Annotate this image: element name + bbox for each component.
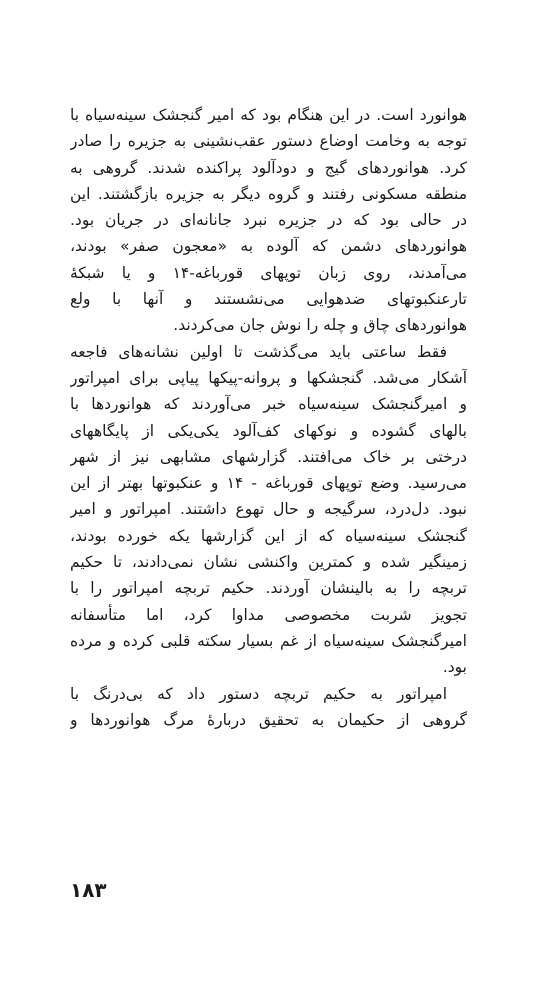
text-line: هوانورد است. در این هنگام بود که امیر گنجشک سینه‌سیاه با [70, 106, 467, 124]
text-line: زمینگیر شده و کمترین واکنشی نشان نمی‌دادند، تا حکیم [70, 553, 467, 572]
page-body-text [70, 102, 467, 733]
text-line: منطقه مسکونی رفتند و گروه دیگر به جزیره بازگشتند. این [70, 184, 467, 203]
text-line: هوانوردهای چاق و چله را نوش جان می‌کردند. [173, 316, 467, 335]
text-line: گروهی از حکیمان به تحقیق دربارهٔ مرگ هوانوردها و [70, 710, 467, 729]
text-line: تجویز شربت مخصوصی مداوا کرد، اما متأسفانه [70, 605, 467, 624]
text-line: امیرگنجشک سینه‌سیاه از غم بسیار سکته قلبی کرده و مرده [70, 631, 467, 650]
page-number: ۱۸۳ [70, 878, 107, 902]
text-line: می‌رسید. وضع توپهای قورباغه - ۱۴ و عنکبوتها بهتر از این [70, 474, 467, 493]
text-line: بود. [442, 658, 467, 677]
text-line: کرد. هوانوردهای گیج و دودآلود پراکنده شدند. گروهی به [70, 158, 467, 177]
text-line: فقط ساعتی باید می‌گذشت تا اولین نشانه‌های فاجعه [70, 342, 447, 361]
text-line: بالهای گشوده و نوکهای کف‌آلود یکی‌یکی از پایگاههای [70, 421, 467, 440]
text-line: تارعنکبوتهای ضدهوایی می‌نشستند و آنها با ولع [70, 290, 467, 309]
text-line: امپراتور به حکیم تربچه دستور داد که بی‌درنگ با [70, 684, 447, 703]
text-line: گنجشک سینه‌سیاه که از این گزارشها یکه خورده بودند، [70, 526, 467, 545]
text-line: نبود. دل‌درد، سرگیجه و حال تهوع داشتند. امپراتور و امیر [70, 500, 467, 519]
text-line: توجه به وخامت اوضاع دستور عقب‌نشینی به جزیره را صادر [70, 132, 467, 151]
text-line: هوانوردهای دشمن که آلوده به «معجون صفر» بودند، [70, 237, 467, 256]
text-line: تربچه را به بالینشان آوردند. حکیم تربچه امپراتور را با [70, 579, 467, 598]
text-line: در حالی بود که در جزیره نبرد جانانه‌ای در جریان بود. [70, 211, 467, 230]
text-line: می‌آمدند، روی زبان توپهای قورباغه-۱۴ و یا شبکهٔ [70, 263, 467, 282]
text-line: آشکار می‌شد. گنجشکها و پروانه-پیکها پیاپی برای امپراتور [70, 368, 467, 387]
text-line: و امیرگنجشک سینه‌سیاه خبر می‌آوردند که هوانوردها با [70, 395, 467, 414]
text-line: درختی بر خاک می‌افتند. گزارشهای مشابهی نیز از شهر [70, 447, 467, 466]
